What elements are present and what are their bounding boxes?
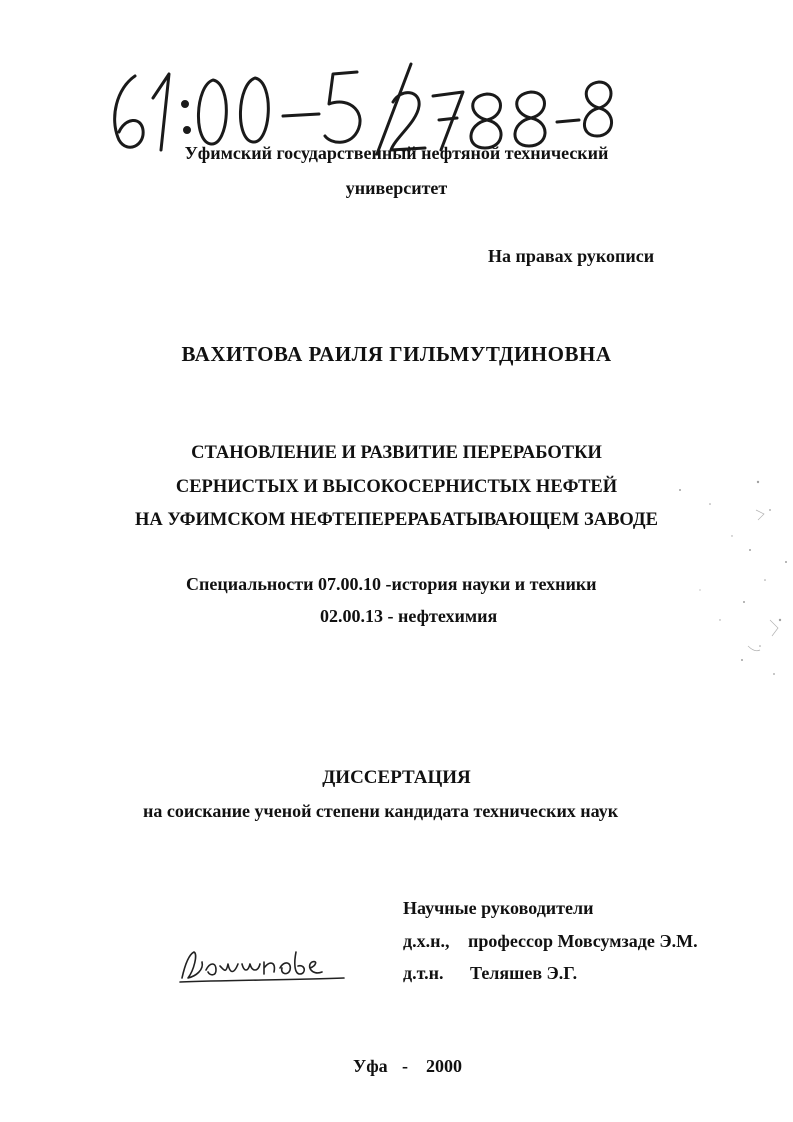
manuscript-rights-note: На правах рукописи [488,246,655,266]
author-signature [172,940,352,990]
specialties-line-2: 02.00.13 - нефтехимия [320,606,498,626]
thesis-title-line-2: СЕРНИСТЫХ И ВЫСОКОСЕРНИСТЫХ НЕФТЕЙ [175,477,618,497]
supervisor-2-name: Теляшев Э.Г. [470,963,578,983]
supervisor-1-degree: д.х.н., [403,931,450,951]
specialties-line-1: Специальности 07.00.10 -история науки и техники [186,574,597,594]
thesis-title-line-1: СТАНОВЛЕНИЕ И РАЗВИТИЕ ПЕРЕРАБОТКИ [191,443,602,463]
place-year-dash: - [402,1056,408,1076]
place-city: Уфа [353,1056,388,1076]
thesis-title-line-3: НА УФИМСКОМ НЕФТЕПЕРЕРАБАТЫВАЮЩЕМ ЗАВОДЕ [135,510,658,530]
degree-subtitle: на соискание ученой степени кандидата технических наук [143,801,619,821]
university-name-line-1: Уфимский государственный нефтяной технический [184,143,609,163]
dissertation-heading: ДИССЕРТАЦИЯ [322,767,471,788]
supervisor-2-degree: д.т.н. [403,963,444,983]
supervisor-1-name: профессор Мовсумзаде Э.М. [468,931,698,951]
supervisors-heading: Научные руководители [403,898,594,918]
university-name-line-2: университет [345,178,448,198]
author-name: ВАХИТОВА РАИЛЯ ГИЛЬМУТДИНОВНА [181,342,612,366]
scan-noise-speckles [560,470,793,710]
place-year: 2000 [426,1056,462,1076]
